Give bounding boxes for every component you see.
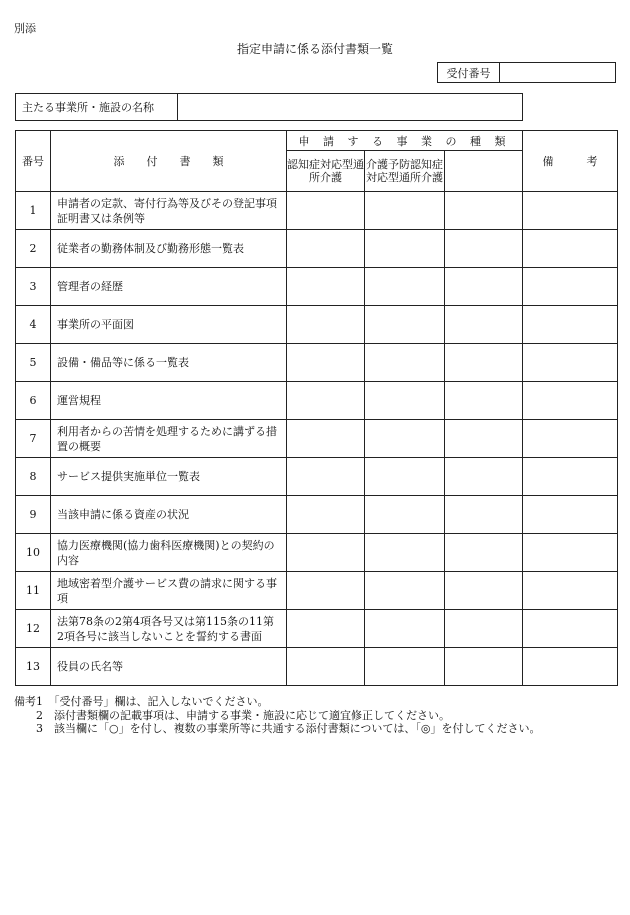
table-row: [16, 496, 618, 534]
remarks-cell[interactable]: [523, 420, 618, 458]
row-number: 2: [16, 230, 51, 268]
service-3-check[interactable]: [445, 230, 523, 268]
service-2-check[interactable]: [365, 458, 445, 496]
service-1-check[interactable]: [287, 192, 365, 230]
row-document: 利用者からの苦情を処理するために講ずる措置の概要: [51, 420, 287, 458]
office-name-box: [15, 93, 523, 121]
row-document: 管理者の経歴: [51, 268, 287, 306]
remarks-cell[interactable]: [523, 192, 618, 230]
service-1-check[interactable]: [287, 382, 365, 420]
service-3-check[interactable]: [445, 382, 523, 420]
service-1-check[interactable]: [287, 648, 365, 686]
remarks-cell[interactable]: [523, 306, 618, 344]
service-2-check[interactable]: [365, 610, 445, 648]
row-number: 11: [16, 572, 51, 610]
header-service-dementia-daycare: 認知症対応型通所介護: [287, 151, 365, 192]
row-number: 7: [16, 420, 51, 458]
table-row: [16, 230, 618, 268]
service-2-check[interactable]: [365, 268, 445, 306]
row-document: 従業者の勤務体制及び勤務形態一覧表: [51, 230, 287, 268]
service-1-check[interactable]: [287, 610, 365, 648]
note-1: 備考1 「受付番号」欄は、記入しないでください。: [14, 695, 269, 708]
row-document: 事業所の平面図: [51, 306, 287, 344]
notes: [14, 695, 614, 736]
row-document: 当該申請に係る資産の状況: [51, 496, 287, 534]
table-row: [16, 382, 618, 420]
row-number: 1: [16, 192, 51, 230]
table-row: [16, 344, 618, 382]
service-2-check[interactable]: [365, 306, 445, 344]
service-2-check[interactable]: [365, 420, 445, 458]
service-3-check[interactable]: [445, 648, 523, 686]
row-document: サービス提供実施単位一覧表: [51, 458, 287, 496]
service-2-check[interactable]: [365, 648, 445, 686]
service-1-check[interactable]: [287, 420, 365, 458]
office-name-field[interactable]: [178, 94, 522, 120]
service-3-check[interactable]: [445, 534, 523, 572]
service-2-check[interactable]: [365, 382, 445, 420]
remarks-cell[interactable]: [523, 344, 618, 382]
row-document: 役員の氏名等: [51, 648, 287, 686]
table-row: [16, 534, 618, 572]
service-1-check[interactable]: [287, 306, 365, 344]
service-3-check[interactable]: [445, 420, 523, 458]
service-2-check[interactable]: [365, 496, 445, 534]
remarks-cell[interactable]: [523, 268, 618, 306]
row-document: 申請者の定款、寄付行為等及びその登記事項証明書又は条例等: [51, 192, 287, 230]
attachment-table: [15, 130, 618, 686]
document-title: 指定申請に係る添付書類一覧: [236, 42, 393, 56]
row-document: 運営規程: [51, 382, 287, 420]
service-3-check[interactable]: [445, 458, 523, 496]
service-3-check[interactable]: [445, 572, 523, 610]
table-row: [16, 306, 618, 344]
service-1-check[interactable]: [287, 534, 365, 572]
service-3-check[interactable]: [445, 192, 523, 230]
service-2-check[interactable]: [365, 344, 445, 382]
service-2-check[interactable]: [365, 572, 445, 610]
row-document: 協力医療機関(協力歯科医療機関)との契約の内容: [51, 534, 287, 572]
remarks-cell[interactable]: [523, 496, 618, 534]
header-service-type: 申 請 す る 事 業 の 種 類: [287, 131, 523, 151]
row-number: 13: [16, 648, 51, 686]
table-row: [16, 420, 618, 458]
service-1-check[interactable]: [287, 496, 365, 534]
office-name-label: 主たる事業所・施設の名称: [16, 94, 178, 120]
header-number: 番号: [16, 131, 51, 192]
note-2: 2 添付書類欄の記載事項は、申請する事業・施設に応じて適宜修正してください。: [14, 708, 450, 722]
service-2-check[interactable]: [365, 192, 445, 230]
reception-number-field[interactable]: [500, 63, 615, 82]
service-1-check[interactable]: [287, 344, 365, 382]
header-service-preventive-dementia-daycare: 介護予防認知症対応型通所介護: [365, 151, 445, 192]
table-row: [16, 192, 618, 230]
table-row: [16, 268, 618, 306]
remarks-cell[interactable]: [523, 572, 618, 610]
reception-number-label: 受付番号: [438, 63, 500, 82]
remarks-cell[interactable]: [523, 230, 618, 268]
header-service-blank: [445, 151, 523, 192]
service-1-check[interactable]: [287, 230, 365, 268]
annex-label: 別添: [14, 22, 36, 35]
table-row: [16, 648, 618, 686]
header-document: 添 付 書 類: [51, 131, 287, 192]
row-document: 地域密着型介護サービス費の請求に関する事項: [51, 572, 287, 610]
row-number: 4: [16, 306, 51, 344]
service-2-check[interactable]: [365, 534, 445, 572]
remarks-cell[interactable]: [523, 382, 618, 420]
service-3-check[interactable]: [445, 268, 523, 306]
row-number: 10: [16, 534, 51, 572]
reception-number-box: [437, 62, 616, 83]
note-3: 3 該当欄に「○」を付し、複数の事業所等に共通する添付書類については、「◎」を付してください。: [14, 722, 541, 735]
table-row: [16, 458, 618, 496]
service-1-check[interactable]: [287, 268, 365, 306]
service-2-check[interactable]: [365, 230, 445, 268]
row-document: 設備・備品等に係る一覧表: [51, 344, 287, 382]
row-number: 9: [16, 496, 51, 534]
table-row: [16, 610, 618, 648]
service-1-check[interactable]: [287, 458, 365, 496]
service-3-check[interactable]: [445, 306, 523, 344]
table-row: [16, 572, 618, 610]
remarks-cell[interactable]: [523, 610, 618, 648]
row-number: 5: [16, 344, 51, 382]
row-document: 法第78条の2第4項各号又は第115条の11第2項各号に該当しないことを誓約する書面: [51, 610, 287, 648]
row-number: 8: [16, 458, 51, 496]
service-1-check[interactable]: [287, 572, 365, 610]
row-number: 3: [16, 268, 51, 306]
service-3-check[interactable]: [445, 344, 523, 382]
service-3-check[interactable]: [445, 496, 523, 534]
row-number: 12: [16, 610, 51, 648]
remarks-cell[interactable]: [523, 458, 618, 496]
row-number: 6: [16, 382, 51, 420]
remarks-cell[interactable]: [523, 648, 618, 686]
service-3-check[interactable]: [445, 610, 523, 648]
remarks-cell[interactable]: [523, 534, 618, 572]
header-remarks: 備 考: [523, 131, 618, 192]
